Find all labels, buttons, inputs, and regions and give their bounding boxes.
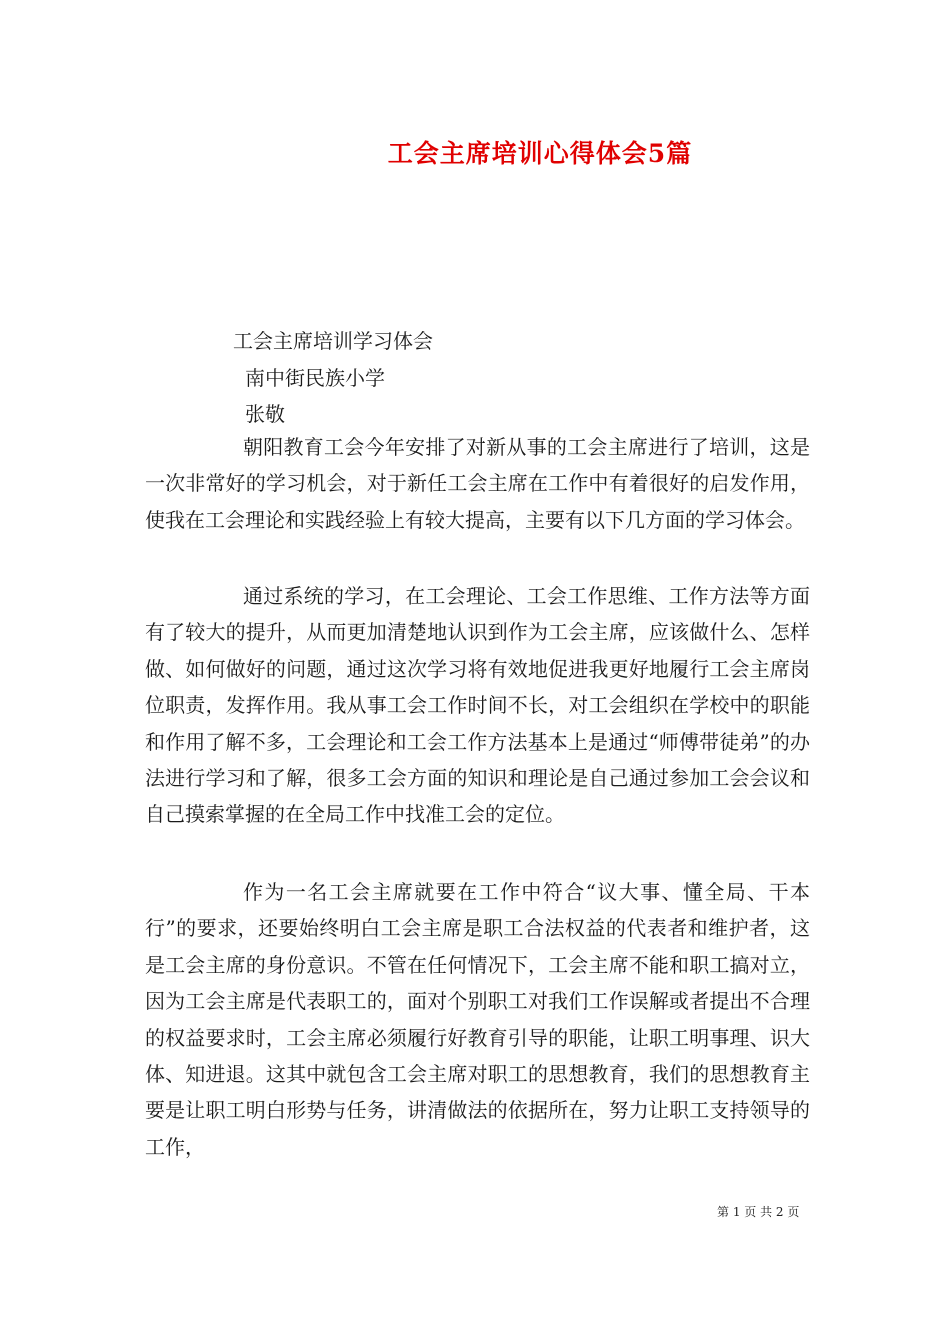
paragraph-1: 朝阳教育工会今年安排了对新从事的工会主席进行了培训，这是一次非常好的学习机会，对于新任工会主席在工作中有着很好的启发作用，使我在工会理论和实践经验上有较大提高，主要有以下几方面的学习体会。	[145, 435, 810, 532]
document-title: 工会主席培训心得体会5篇	[387, 139, 693, 168]
school-name: 南中街民族小学	[245, 366, 385, 390]
paragraph-3: 作为一名工会主席就要在工作中符合“议大事、懂全局、干本行”的要求，还要始终明白工会主席是职工合法权益的代表者和维护者，这是工会主席的身份意识。不管在任何情况下，工会主席不能和职工搞对立，因为工会主席是代表职工的，面对个别职工对我们工作误解或者提出不合理的权益要求时，工会主席必须履行好教育引导的职能，让职工明事理、识大体、知进退。这其中就包含工会主席对职工的思想教育，我们的思想教育主要是让职工明白形势与任务，讲清做法的依据所在，努力让职工支持领导的工作，	[145, 880, 810, 1159]
author-name: 张敬	[245, 402, 285, 426]
paragraph-2: 通过系统的学习，在工会理论、工会工作思维、工作方法等方面有了较大的提升，从而更加清楚地认识到作为工会主席，应该做什么、怎样做、如何做好的问题，通过这次学习将有效地促进我更好地履行工会主席岗位职责，发挥作用。我从事工会工作时间不长，对工会组织在学校中的职能和作用了解不多，工会理论和工会工作方法基本上是通过“师傅带徒弟”的办法进行学习和了解，很多工会方面的知识和理论是自己通过参加工会会议和自己摸索掌握的在全局工作中找准工会的定位。	[145, 584, 810, 827]
page-number-footer: 第 1 页 共 2 页	[717, 1205, 800, 1219]
document-subtitle: 工会主席培训学习体会	[233, 329, 433, 353]
